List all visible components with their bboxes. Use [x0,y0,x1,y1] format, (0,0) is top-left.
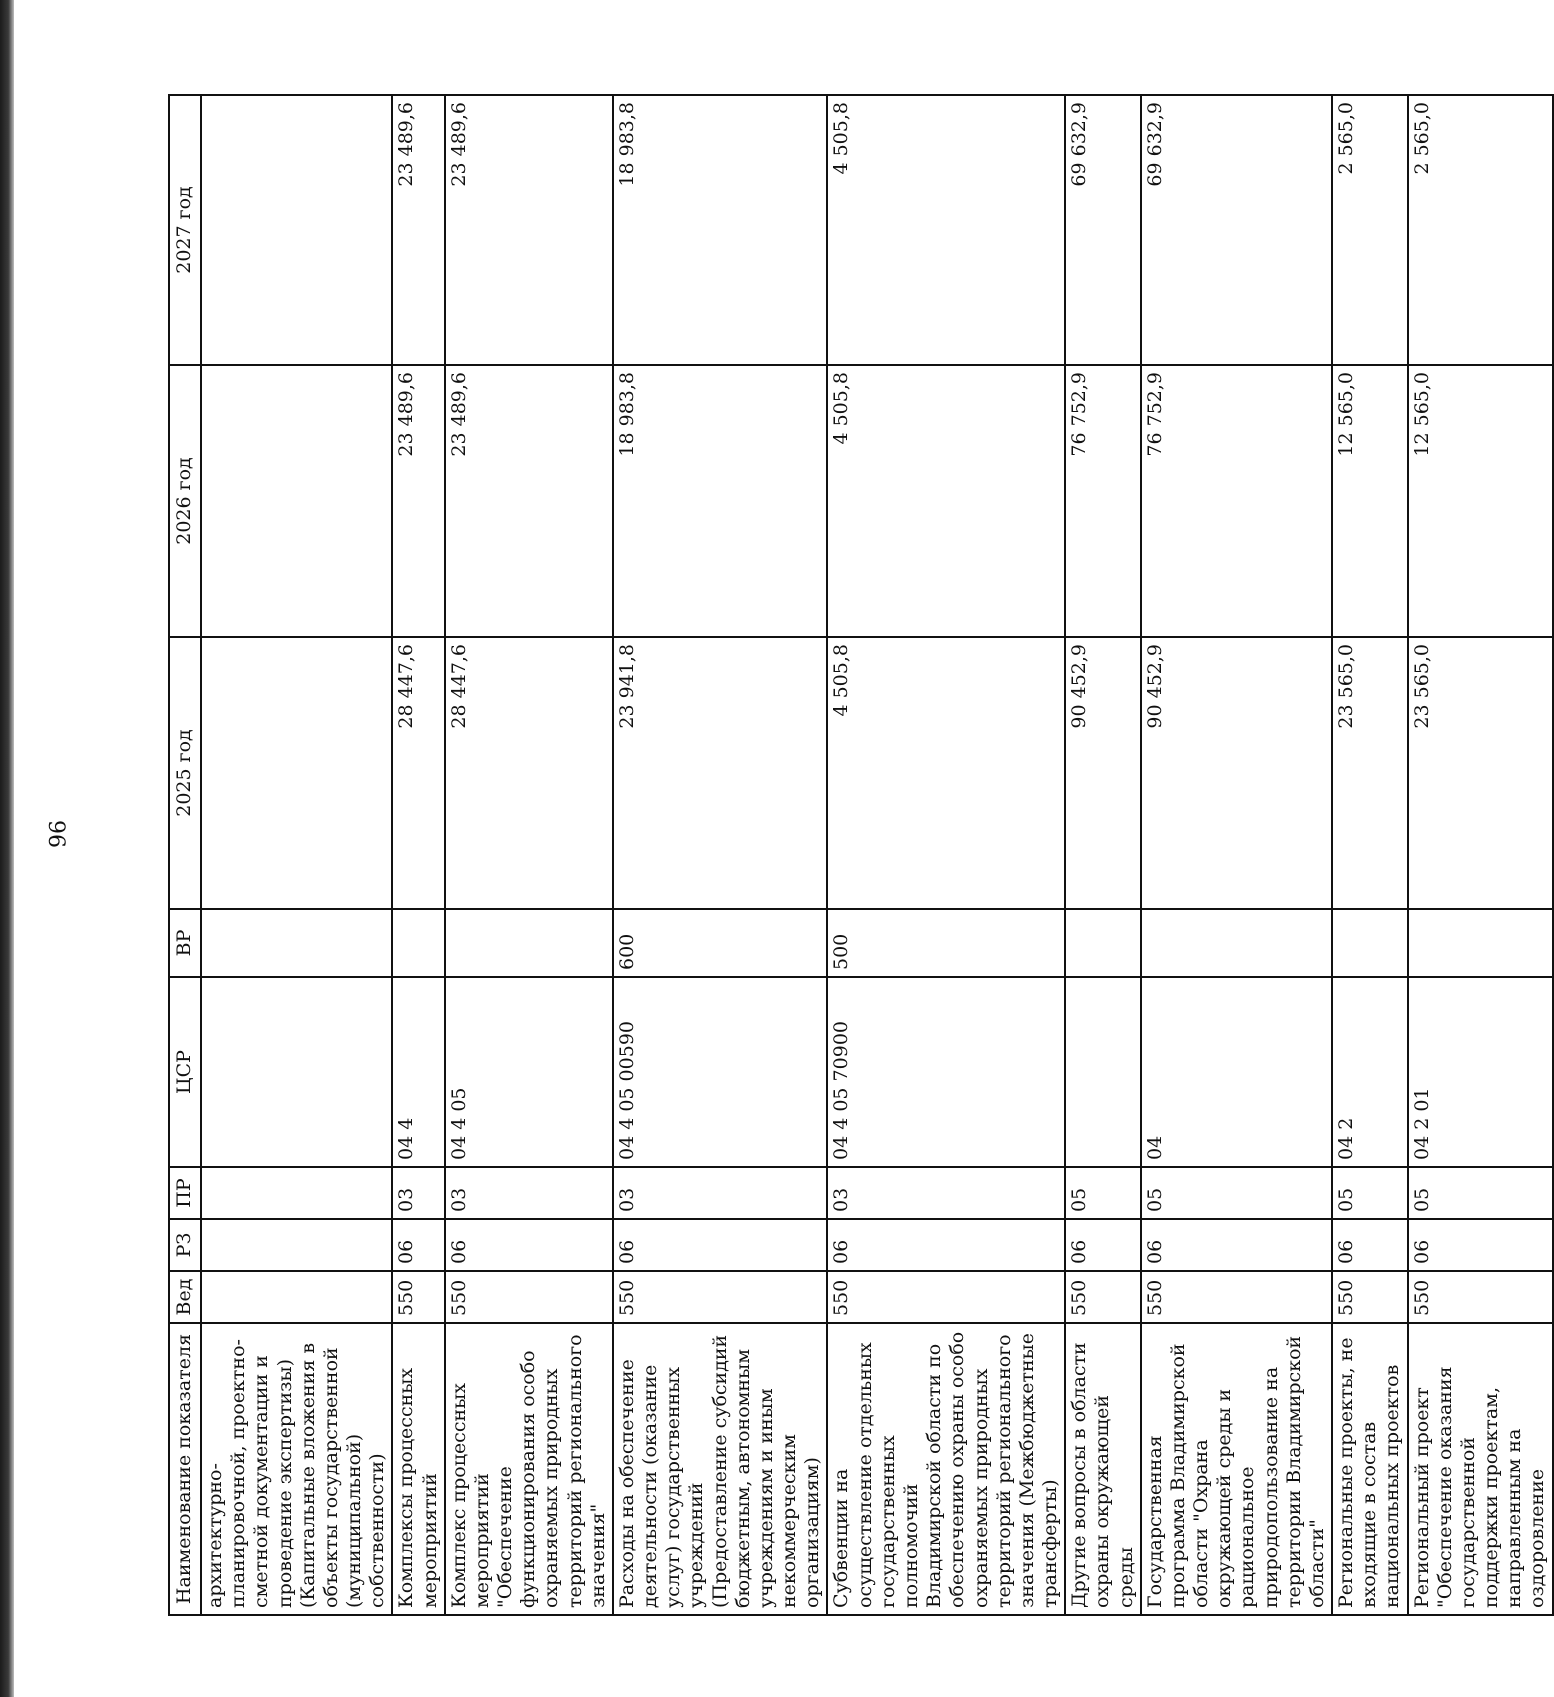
row-pr: 03 [445,1167,613,1219]
row-2026: 23 489,6 [392,365,444,637]
row-ved: 550 [1065,1271,1141,1323]
header-row [169,95,201,1615]
header-vr: ВР [169,909,201,977]
header-name: Наименование показателя [169,1323,201,1615]
row-pr [201,1167,392,1219]
row-pr: 03 [392,1167,444,1219]
row-2026: 12 565,0 [1332,365,1408,637]
row-name: Региональные проекты, не входящие в состав национальных проектов [1332,1323,1408,1615]
row-rz: 06 [613,1219,828,1271]
row-vr: 600 [613,909,828,977]
row-csr: 04 2 01 [1408,977,1553,1167]
row-2027: 23 489,6 [445,95,613,365]
row-ved: 550 [827,1271,1065,1323]
row-2026: 12 565,0 [1408,365,1553,637]
row-2025 [201,637,392,909]
row-2027: 18 983,8 [613,95,828,365]
row-2027: 69 632,9 [1141,95,1332,365]
scan-edge-shadow [0,0,14,1697]
budget-table [168,94,1554,1616]
row-2025: 23 941,8 [613,637,828,909]
row-name: Другие вопросы в области охраны окружающей среды [1065,1323,1141,1615]
row-2027: 69 632,9 [1065,95,1141,365]
table-row [1408,95,1553,1615]
row-rz: 06 [1065,1219,1141,1271]
row-2025: 23 565,0 [1332,637,1408,909]
row-2025: 28 447,6 [445,637,613,909]
header-2026: 2026 год [169,365,201,637]
table-row [613,95,828,1615]
row-2027: 4 505,8 [827,95,1065,365]
row-rz: 06 [1332,1219,1408,1271]
row-ved: 550 [613,1271,828,1323]
header-2027: 2027 год [169,95,201,365]
row-vr [1408,909,1553,977]
table-row [1141,95,1332,1615]
row-2027: 23 489,6 [392,95,444,365]
row-pr: 05 [1065,1167,1141,1219]
row-name: Государственная программа Владимирской области "Охрана окружающей среды и рациональное природопользование на территории Владимирской области" [1141,1323,1332,1615]
row-vr [392,909,444,977]
row-csr: 04 4 05 70900 [827,977,1065,1167]
row-csr: 04 4 05 00590 [613,977,828,1167]
header-2025: 2025 год [169,637,201,909]
row-2026: 76 752,9 [1141,365,1332,637]
table-row [392,95,444,1615]
row-name: Расходы на обеспечение деятельности (оказание услуг) государственных учреждений (Предоставление субсидий бюджетным, автономным учреждениям и иным некоммерческим организациям) [613,1323,828,1615]
table-row [201,95,392,1615]
row-vr [1065,909,1141,977]
row-pr: 05 [1141,1167,1332,1219]
row-2025: 4 505,8 [827,637,1065,909]
row-csr [1065,977,1141,1167]
row-2027: 2 565,0 [1332,95,1408,365]
row-name: Субвенции на осуществление отдельных государственных полномочий Владимирской области по обеспечению охраны особо охраняемых природных территорий регионального значения (Межбюджетные трансферты) [827,1323,1065,1615]
row-2027: 2 565,0 [1408,95,1553,365]
row-ved: 550 [1408,1271,1553,1323]
rotated-table-container [168,96,1549,1616]
row-rz: 06 [1408,1219,1553,1271]
header-ved: Вед [169,1271,201,1323]
row-vr [1141,909,1332,977]
row-2026: 76 752,9 [1065,365,1141,637]
row-ved: 550 [1141,1271,1332,1323]
row-ved [201,1271,392,1323]
row-rz: 06 [1141,1219,1332,1271]
row-2027 [201,95,392,365]
table-row [445,95,613,1615]
row-2025: 23 565,0 [1408,637,1553,909]
row-csr: 04 [1141,977,1332,1167]
row-csr: 04 2 [1332,977,1408,1167]
table-row [827,95,1065,1615]
header-pr: ПР [169,1167,201,1219]
row-2025: 28 447,6 [392,637,444,909]
row-vr [201,909,392,977]
row-ved: 550 [1332,1271,1408,1323]
row-rz: 06 [445,1219,613,1271]
row-rz: 06 [827,1219,1065,1271]
table-row [1332,95,1408,1615]
row-csr [201,977,392,1167]
row-name: Комплекс процессных мероприятий "Обеспечение функционирования особо охраняемых природных территорий регионального значения" [445,1323,613,1615]
row-2025: 90 452,9 [1141,637,1332,909]
row-name: Региональный проект "Обеспечение оказания государственной поддержки проектам, направленным на оздоровление [1408,1323,1553,1615]
row-rz: 06 [392,1219,444,1271]
row-2025: 90 452,9 [1065,637,1141,909]
table-row [1065,95,1141,1615]
row-2026: 4 505,8 [827,365,1065,637]
row-ved: 550 [445,1271,613,1323]
header-csr: ЦСР [169,977,201,1167]
row-2026: 18 983,8 [613,365,828,637]
row-name: архитектурно-планировочной, проектно-сметной документации и проведение экспертизы) (Капитальные вложения в объекты государственной (муниципальной) собственности) [201,1323,392,1615]
row-vr [1332,909,1408,977]
row-name: Комплексы процессных мероприятий [392,1323,444,1615]
row-2026 [201,365,392,637]
row-rz [201,1219,392,1271]
row-pr: 03 [827,1167,1065,1219]
row-2026: 23 489,6 [445,365,613,637]
row-csr: 04 4 05 [445,977,613,1167]
row-vr [445,909,613,977]
header-rz: РЗ [169,1219,201,1271]
row-pr: 05 [1332,1167,1408,1219]
row-ved: 550 [392,1271,444,1323]
row-csr: 04 4 [392,977,444,1167]
row-pr: 03 [613,1167,828,1219]
row-vr: 500 [827,909,1065,977]
row-pr: 05 [1408,1167,1553,1219]
page-number: 96 [43,820,68,848]
